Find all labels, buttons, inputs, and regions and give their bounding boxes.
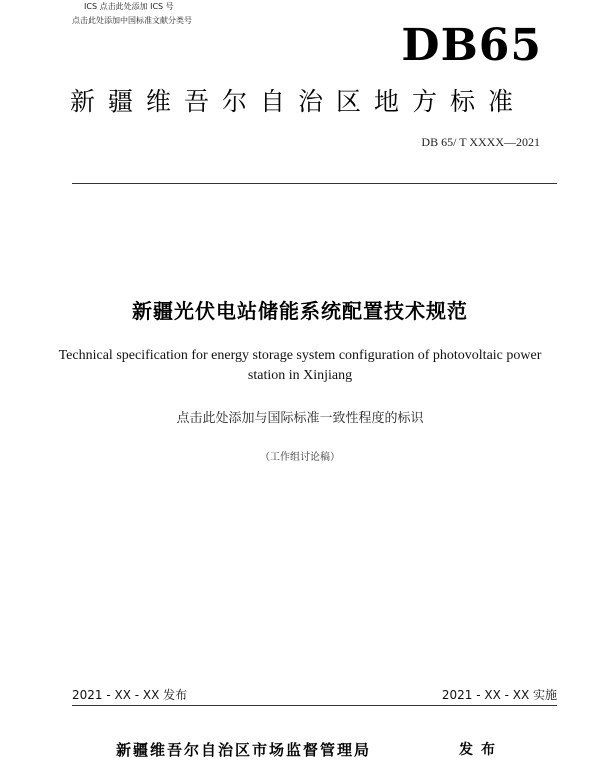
release-date: 2021 - XX - XX 发布 xyxy=(72,688,188,702)
standard-code-logo: DB65 xyxy=(401,20,542,71)
title-english: Technical specification for energy storage system configuration of photovoltaic power station in Xinjiang xyxy=(58,348,542,383)
bottom-divider xyxy=(72,705,557,706)
consistency-placeholder[interactable]: 点击此处添加与国际标准一致性程度的标识 xyxy=(176,411,424,426)
title-chinese: 新疆光伏电站储能系统配置技术规范 xyxy=(132,299,468,323)
ics-placeholder[interactable]: ICS 点击此处添加 ICS 号 xyxy=(84,2,174,11)
standard-number: DB 65/ T XXXX—2021 xyxy=(421,135,540,149)
top-divider xyxy=(72,183,557,184)
draft-status: （工作组讨论稿） xyxy=(260,452,340,463)
standard-organization: 新疆维吾尔自治区地方标准 xyxy=(70,87,527,116)
implement-date: 2021 - XX - XX 实施 xyxy=(441,688,557,702)
issuing-authority: 新疆维吾尔自治区市场监督管理局 xyxy=(116,741,372,759)
ccs-placeholder[interactable]: 点击此处添加中国标准文献分类号 xyxy=(72,16,192,25)
issue-label: 发布 xyxy=(459,742,503,758)
